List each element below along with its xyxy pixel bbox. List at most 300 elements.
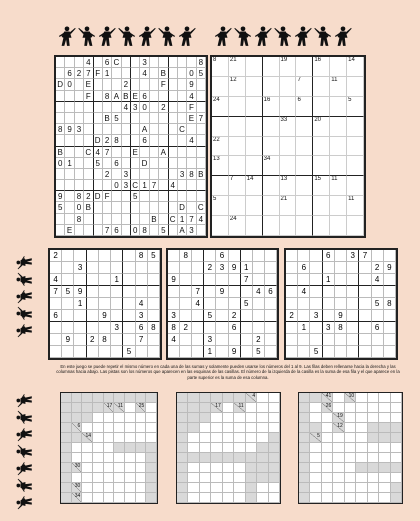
kakuro-cell[interactable] — [104, 453, 115, 463]
sudoku-cell[interactable] — [310, 298, 322, 310]
kakuro-cell[interactable] — [269, 483, 280, 493]
hexadoku-cell[interactable] — [169, 102, 178, 113]
sudoku-cell[interactable] — [347, 334, 359, 346]
hexadoku-cell[interactable] — [197, 135, 206, 146]
kakuro-cell[interactable] — [356, 483, 367, 493]
sudoku-cell[interactable] — [99, 274, 111, 286]
kakuro-cell[interactable] — [257, 403, 268, 413]
kakuro-cell[interactable] — [333, 433, 344, 443]
sudoku-cell[interactable] — [253, 298, 265, 310]
hexadoku-cell[interactable] — [65, 169, 74, 180]
sudoku-cell[interactable] — [265, 334, 277, 346]
kakuro-cell[interactable] — [333, 443, 344, 453]
kakuro-cell[interactable] — [368, 493, 379, 503]
hexadoku-cell[interactable] — [65, 91, 74, 102]
sudoku-cell[interactable] — [298, 274, 310, 286]
sudoku-cell[interactable] — [359, 310, 371, 322]
kakuro-cell[interactable] — [246, 423, 257, 433]
kakuro-cell[interactable] — [136, 463, 147, 473]
hexadoku-cell[interactable] — [131, 158, 140, 169]
killer-cell[interactable] — [347, 137, 364, 157]
sudoku-cell[interactable] — [148, 262, 160, 274]
hexadoku-cell[interactable]: 7 — [84, 68, 93, 79]
kakuro-cell[interactable] — [391, 443, 402, 453]
killer-cell[interactable] — [313, 137, 330, 157]
hexadoku-cell[interactable] — [75, 113, 84, 124]
kakuro-cell[interactable] — [136, 413, 147, 423]
hexadoku-cell[interactable]: F — [94, 68, 103, 79]
sudoku-cell[interactable]: 9 — [335, 310, 347, 322]
kakuro-cell[interactable] — [136, 483, 147, 493]
kakuro-cell[interactable] — [82, 493, 93, 503]
sudoku-cell[interactable] — [310, 274, 322, 286]
sudoku-cell[interactable] — [335, 298, 347, 310]
hexadoku-cell[interactable] — [131, 124, 140, 135]
hexadoku-cell[interactable] — [169, 202, 178, 213]
kakuro-cell[interactable] — [257, 493, 268, 503]
hexadoku-cell[interactable] — [187, 147, 196, 158]
kakuro-cell[interactable] — [379, 443, 390, 453]
killer-cell[interactable] — [280, 196, 297, 216]
sudoku-cell[interactable]: 3 — [74, 262, 86, 274]
kakuro-cell[interactable] — [93, 483, 104, 493]
sudoku-cell[interactable]: 3 — [323, 322, 335, 334]
sudoku-cell[interactable]: 6 — [323, 250, 335, 262]
sudoku-cell[interactable] — [99, 286, 111, 298]
sudoku-cell[interactable]: 9 — [229, 262, 241, 274]
kakuro-cell[interactable] — [269, 493, 280, 503]
killer-cell[interactable] — [212, 97, 229, 117]
sudoku-cell[interactable] — [286, 322, 298, 334]
sudoku-cell[interactable]: 5 — [123, 346, 135, 358]
hexadoku-cell[interactable] — [178, 135, 187, 146]
sudoku-cell[interactable] — [335, 334, 347, 346]
kakuro-cell[interactable] — [125, 433, 136, 443]
sudoku-cell[interactable] — [347, 298, 359, 310]
sudoku-cell[interactable] — [99, 346, 111, 358]
killer-cell[interactable] — [280, 216, 297, 236]
killer-cell[interactable] — [246, 196, 263, 216]
hexadoku-cell[interactable] — [122, 214, 131, 225]
kakuro-cell[interactable] — [345, 403, 356, 413]
hexadoku-cell[interactable] — [122, 225, 131, 236]
sudoku-cell[interactable] — [180, 310, 192, 322]
sudoku-cell[interactable] — [359, 286, 371, 298]
sudoku-cell[interactable] — [286, 346, 298, 358]
hexadoku-cell[interactable]: F — [103, 191, 112, 202]
sudoku-cell[interactable] — [74, 310, 86, 322]
hexadoku-cell[interactable]: 2 — [159, 102, 168, 113]
killer-cell[interactable] — [229, 117, 246, 137]
hexadoku-cell[interactable]: 0 — [65, 79, 74, 90]
hexadoku-cell[interactable] — [178, 57, 187, 68]
kakuro-cell[interactable] — [379, 493, 390, 503]
sudoku-cell[interactable]: 3 — [310, 310, 322, 322]
sudoku-cell[interactable]: 7 — [359, 250, 371, 262]
hexadoku-cell[interactable] — [150, 57, 159, 68]
sudoku-cell[interactable] — [372, 250, 384, 262]
sudoku-cell[interactable] — [335, 262, 347, 274]
hexadoku-cell[interactable]: 2 — [122, 79, 131, 90]
kakuro-cell[interactable] — [257, 433, 268, 443]
kakuro-cell[interactable] — [379, 453, 390, 463]
hexadoku-cell[interactable]: E — [65, 225, 74, 236]
kakuro-cell[interactable] — [345, 423, 356, 433]
hexadoku-cell[interactable]: 4 — [197, 214, 206, 225]
kakuro-cell[interactable] — [333, 473, 344, 483]
sudoku-cell[interactable]: 6 — [216, 250, 228, 262]
hexadoku-cell[interactable] — [103, 124, 112, 135]
kakuro-cell[interactable] — [322, 483, 333, 493]
hexadoku-cell[interactable] — [169, 79, 178, 90]
sudoku-cell[interactable] — [265, 310, 277, 322]
kakuro-cell[interactable] — [246, 413, 257, 423]
kakuro-cell[interactable] — [322, 493, 333, 503]
sudoku-cell[interactable] — [347, 262, 359, 274]
hexadoku-cell[interactable]: 8 — [140, 225, 149, 236]
sudoku-cell[interactable] — [347, 274, 359, 286]
sudoku-cell[interactable] — [384, 250, 396, 262]
hexadoku-cell[interactable] — [187, 158, 196, 169]
hexadoku-cell[interactable]: 8 — [103, 91, 112, 102]
sudoku-cell[interactable]: 3 — [168, 310, 180, 322]
hexadoku-cell[interactable] — [131, 202, 140, 213]
hexadoku-cell[interactable]: 1 — [178, 214, 187, 225]
killer-cell[interactable] — [330, 216, 347, 236]
sudoku-cell[interactable]: 5 — [241, 298, 253, 310]
killer-cell[interactable] — [347, 117, 364, 137]
hexadoku-cell[interactable] — [122, 158, 131, 169]
kakuro-cell[interactable] — [200, 423, 211, 433]
hexadoku-cell[interactable] — [150, 102, 159, 113]
kakuro-cell[interactable] — [104, 493, 115, 503]
sudoku-cell[interactable] — [62, 310, 74, 322]
sudoku-cell[interactable] — [123, 298, 135, 310]
hexadoku-cell[interactable] — [94, 169, 103, 180]
kakuro-cell[interactable] — [310, 403, 321, 413]
kakuro-cell[interactable] — [345, 443, 356, 453]
hexadoku-cell[interactable]: 9 — [187, 79, 196, 90]
sudoku-cell[interactable] — [241, 322, 253, 334]
hexadoku-cell[interactable] — [159, 91, 168, 102]
sudoku-cell[interactable] — [192, 262, 204, 274]
killer-cell[interactable] — [347, 77, 364, 97]
sudoku-cell[interactable] — [372, 286, 384, 298]
hexadoku-cell[interactable] — [131, 214, 140, 225]
hexadoku-cell[interactable] — [122, 113, 131, 124]
sudoku-cell[interactable] — [87, 322, 99, 334]
kakuro-cell[interactable] — [345, 493, 356, 503]
killer-cell[interactable] — [229, 97, 246, 117]
sudoku-cell[interactable] — [62, 274, 74, 286]
hexadoku-cell[interactable]: 3 — [75, 124, 84, 135]
killer-cell[interactable] — [296, 97, 313, 117]
hexadoku-cell[interactable] — [131, 57, 140, 68]
kakuro-cell[interactable] — [146, 423, 157, 433]
sudoku-cell[interactable] — [372, 346, 384, 358]
hexadoku-cell[interactable] — [197, 191, 206, 202]
hexadoku-cell[interactable]: 6 — [65, 68, 74, 79]
killer-cell[interactable] — [280, 97, 297, 117]
sudoku-cell[interactable] — [216, 334, 228, 346]
kakuro-cell[interactable] — [269, 413, 280, 423]
hexadoku-cell[interactable]: C — [178, 124, 187, 135]
hexadoku-cell[interactable] — [84, 225, 93, 236]
killer-cell[interactable] — [229, 77, 246, 97]
kakuro-cell[interactable] — [223, 463, 234, 473]
hexadoku-cell[interactable] — [94, 91, 103, 102]
hexadoku-cell[interactable] — [169, 135, 178, 146]
kakuro-cell[interactable] — [356, 423, 367, 433]
killer-cell[interactable] — [347, 216, 364, 236]
killer-cell[interactable] — [280, 176, 297, 196]
kakuro-cell[interactable] — [200, 433, 211, 443]
sudoku-cell[interactable] — [50, 322, 62, 334]
kakuro-cell[interactable] — [211, 413, 222, 423]
kakuro-cell[interactable] — [188, 483, 199, 493]
sudoku-cell[interactable] — [265, 322, 277, 334]
kakuro-cell[interactable] — [322, 433, 333, 443]
hexadoku-cell[interactable] — [112, 202, 121, 213]
sudoku-cell[interactable]: 2 — [180, 322, 192, 334]
hexadoku-cell[interactable] — [169, 57, 178, 68]
killer-cell[interactable] — [330, 137, 347, 157]
kakuro-cell[interactable] — [368, 393, 379, 403]
hexadoku-cell[interactable]: 4 — [94, 147, 103, 158]
kakuro-cell[interactable] — [356, 403, 367, 413]
sudoku-cell[interactable] — [335, 286, 347, 298]
sudoku-cell[interactable] — [384, 346, 396, 358]
hexadoku-cell[interactable] — [84, 180, 93, 191]
sudoku-cell[interactable] — [87, 286, 99, 298]
kakuro-cell[interactable] — [136, 453, 147, 463]
sudoku-cell[interactable] — [74, 346, 86, 358]
kakuro-cell[interactable] — [234, 433, 245, 443]
kakuro-cell[interactable] — [257, 483, 268, 493]
sudoku-cell[interactable] — [123, 286, 135, 298]
kakuro-cell[interactable] — [114, 483, 125, 493]
sudoku-cell[interactable] — [204, 298, 216, 310]
kakuro-cell[interactable] — [82, 453, 93, 463]
hexadoku-cell[interactable] — [94, 113, 103, 124]
hexadoku-cell[interactable] — [65, 147, 74, 158]
kakuro-cell[interactable] — [223, 403, 234, 413]
sudoku-cell[interactable] — [216, 322, 228, 334]
hexadoku-cell[interactable]: 4 — [187, 135, 196, 146]
hexadoku-cell[interactable] — [159, 57, 168, 68]
hexadoku-cell[interactable]: 8 — [197, 57, 206, 68]
hexadoku-cell[interactable] — [65, 180, 74, 191]
kakuro-cell[interactable] — [104, 423, 115, 433]
sudoku-cell[interactable]: 2 — [286, 310, 298, 322]
kakuro-cell[interactable] — [368, 483, 379, 493]
kakuro-cell[interactable] — [93, 443, 104, 453]
sudoku-cell[interactable] — [180, 274, 192, 286]
sudoku-cell[interactable] — [62, 262, 74, 274]
kakuro-cell[interactable] — [368, 413, 379, 423]
hexadoku-cell[interactable] — [131, 135, 140, 146]
kakuro-cell[interactable] — [114, 433, 125, 443]
sudoku-cell[interactable]: 2 — [50, 250, 62, 262]
hexadoku-cell[interactable]: A — [112, 91, 121, 102]
sudoku-cell[interactable] — [87, 274, 99, 286]
kakuro-cell[interactable] — [114, 463, 125, 473]
sudoku-cell[interactable] — [87, 346, 99, 358]
hexadoku-cell[interactable]: B — [150, 214, 159, 225]
sudoku-cell[interactable] — [241, 346, 253, 358]
kakuro-cell[interactable] — [356, 493, 367, 503]
hexadoku-cell[interactable] — [159, 202, 168, 213]
sudoku-cell[interactable] — [216, 346, 228, 358]
killer-cell[interactable] — [330, 176, 347, 196]
kakuro-cell[interactable] — [136, 493, 147, 503]
hexadoku-cell[interactable]: B — [103, 113, 112, 124]
kakuro-cell[interactable] — [391, 453, 402, 463]
kakuro-cell[interactable] — [234, 443, 245, 453]
hexadoku-cell[interactable] — [75, 180, 84, 191]
killer-cell[interactable] — [330, 156, 347, 176]
sudoku-cell[interactable] — [384, 286, 396, 298]
sudoku-cell[interactable] — [310, 322, 322, 334]
sudoku-cell[interactable] — [123, 274, 135, 286]
killer-cell[interactable] — [212, 156, 229, 176]
sudoku-cell[interactable] — [87, 310, 99, 322]
hexadoku-cell[interactable] — [94, 225, 103, 236]
sudoku-cell[interactable]: 7 — [50, 286, 62, 298]
hexadoku-cell[interactable]: C — [131, 180, 140, 191]
hexadoku-cell[interactable] — [131, 79, 140, 90]
hexadoku-cell[interactable]: 5 — [131, 191, 140, 202]
kakuro-cell[interactable] — [223, 433, 234, 443]
kakuro-cell[interactable] — [104, 433, 115, 443]
hexadoku-cell[interactable]: 6 — [112, 158, 121, 169]
hexadoku-cell[interactable] — [131, 113, 140, 124]
sudoku-cell[interactable] — [99, 322, 111, 334]
sudoku-cell[interactable]: 9 — [168, 274, 180, 286]
killer-cell[interactable] — [246, 137, 263, 157]
hexadoku-cell[interactable] — [103, 180, 112, 191]
killer-cell[interactable] — [280, 57, 297, 77]
sudoku-cell[interactable] — [192, 274, 204, 286]
hexadoku-cell[interactable]: 4 — [140, 68, 149, 79]
sudoku-cell[interactable] — [372, 310, 384, 322]
hexadoku-cell[interactable] — [178, 102, 187, 113]
sudoku-cell[interactable] — [111, 286, 123, 298]
hexadoku-cell[interactable]: C — [84, 147, 93, 158]
sudoku-cell[interactable] — [204, 286, 216, 298]
hexadoku-cell[interactable] — [56, 68, 65, 79]
sudoku-cell[interactable] — [286, 298, 298, 310]
sudoku-cell[interactable] — [62, 322, 74, 334]
kakuro-cell[interactable] — [114, 413, 125, 423]
sudoku-cell[interactable] — [298, 250, 310, 262]
hexadoku-cell[interactable] — [65, 102, 74, 113]
sudoku-cell[interactable]: 2 — [204, 262, 216, 274]
hexadoku-cell[interactable] — [159, 113, 168, 124]
kakuro-cell[interactable] — [310, 413, 321, 423]
kakuro-cell[interactable] — [211, 443, 222, 453]
kakuro-cell[interactable] — [246, 443, 257, 453]
hexadoku-cell[interactable]: C — [112, 57, 121, 68]
kakuro-cell[interactable] — [345, 413, 356, 423]
hexadoku-cell[interactable]: 1 — [103, 68, 112, 79]
kakuro-cell[interactable] — [114, 423, 125, 433]
sudoku-cell[interactable]: 3 — [347, 250, 359, 262]
killer-cell[interactable] — [330, 196, 347, 216]
sudoku-cell[interactable] — [286, 274, 298, 286]
kakuro-cell[interactable] — [136, 433, 147, 443]
hexadoku-cell[interactable] — [112, 169, 121, 180]
hexadoku-cell[interactable]: 8 — [56, 124, 65, 135]
kakuro-cell[interactable] — [125, 493, 136, 503]
sudoku-cell[interactable]: 1 — [111, 274, 123, 286]
sudoku-cell[interactable] — [204, 274, 216, 286]
killer-cell[interactable] — [246, 57, 263, 77]
hexadoku-cell[interactable]: 8 — [112, 135, 121, 146]
hexadoku-cell[interactable]: C — [169, 214, 178, 225]
hexadoku-cell[interactable] — [150, 225, 159, 236]
hexadoku-cell[interactable]: 4 — [169, 180, 178, 191]
sudoku-cell[interactable] — [111, 250, 123, 262]
killer-cell[interactable] — [280, 77, 297, 97]
sudoku-cell[interactable]: 5 — [372, 298, 384, 310]
kakuro-cell[interactable] — [104, 483, 115, 493]
kakuro-cell[interactable] — [333, 483, 344, 493]
hexadoku-cell[interactable]: 1 — [65, 158, 74, 169]
hexadoku-cell[interactable] — [56, 57, 65, 68]
killer-cell[interactable] — [263, 137, 280, 157]
kakuro-cell[interactable] — [223, 483, 234, 493]
hexadoku-cell[interactable] — [140, 202, 149, 213]
sudoku-cell[interactable] — [148, 274, 160, 286]
killer-cell[interactable] — [229, 156, 246, 176]
hexadoku-cell[interactable] — [112, 79, 121, 90]
sudoku-cell[interactable] — [253, 322, 265, 334]
kakuro-cell[interactable] — [125, 473, 136, 483]
sudoku-cell[interactable] — [216, 310, 228, 322]
hexadoku-cell[interactable]: 3 — [178, 169, 187, 180]
kakuro-cell[interactable] — [333, 453, 344, 463]
sudoku-cell[interactable] — [323, 262, 335, 274]
sudoku-cell[interactable]: 4 — [372, 274, 384, 286]
hexadoku-cell[interactable] — [169, 113, 178, 124]
hexadoku-cell[interactable] — [112, 102, 121, 113]
hexadoku-cell[interactable] — [75, 57, 84, 68]
kakuro-cell[interactable] — [310, 443, 321, 453]
kakuro-cell[interactable] — [322, 413, 333, 423]
hexadoku-cell[interactable]: 2 — [84, 191, 93, 202]
hexadoku-cell[interactable]: 7 — [103, 147, 112, 158]
hexadoku-cell[interactable] — [150, 113, 159, 124]
killer-cell[interactable] — [296, 176, 313, 196]
sudoku-cell[interactable]: 6 — [372, 322, 384, 334]
kakuro-cell[interactable] — [146, 433, 157, 443]
sudoku-cell[interactable] — [229, 286, 241, 298]
sudoku-cell[interactable] — [123, 310, 135, 322]
killer-cell[interactable] — [229, 57, 246, 77]
killer-cell[interactable] — [347, 176, 364, 196]
sudoku-cell[interactable] — [265, 346, 277, 358]
sudoku-cell[interactable] — [298, 310, 310, 322]
kakuro-cell[interactable] — [368, 473, 379, 483]
killer-cell[interactable] — [313, 216, 330, 236]
hexadoku-cell[interactable] — [187, 202, 196, 213]
sudoku-cell[interactable]: 5 — [62, 286, 74, 298]
hexadoku-cell[interactable] — [150, 135, 159, 146]
sudoku-cell[interactable] — [265, 250, 277, 262]
killer-cell[interactable] — [229, 196, 246, 216]
sudoku-cell[interactable] — [359, 298, 371, 310]
